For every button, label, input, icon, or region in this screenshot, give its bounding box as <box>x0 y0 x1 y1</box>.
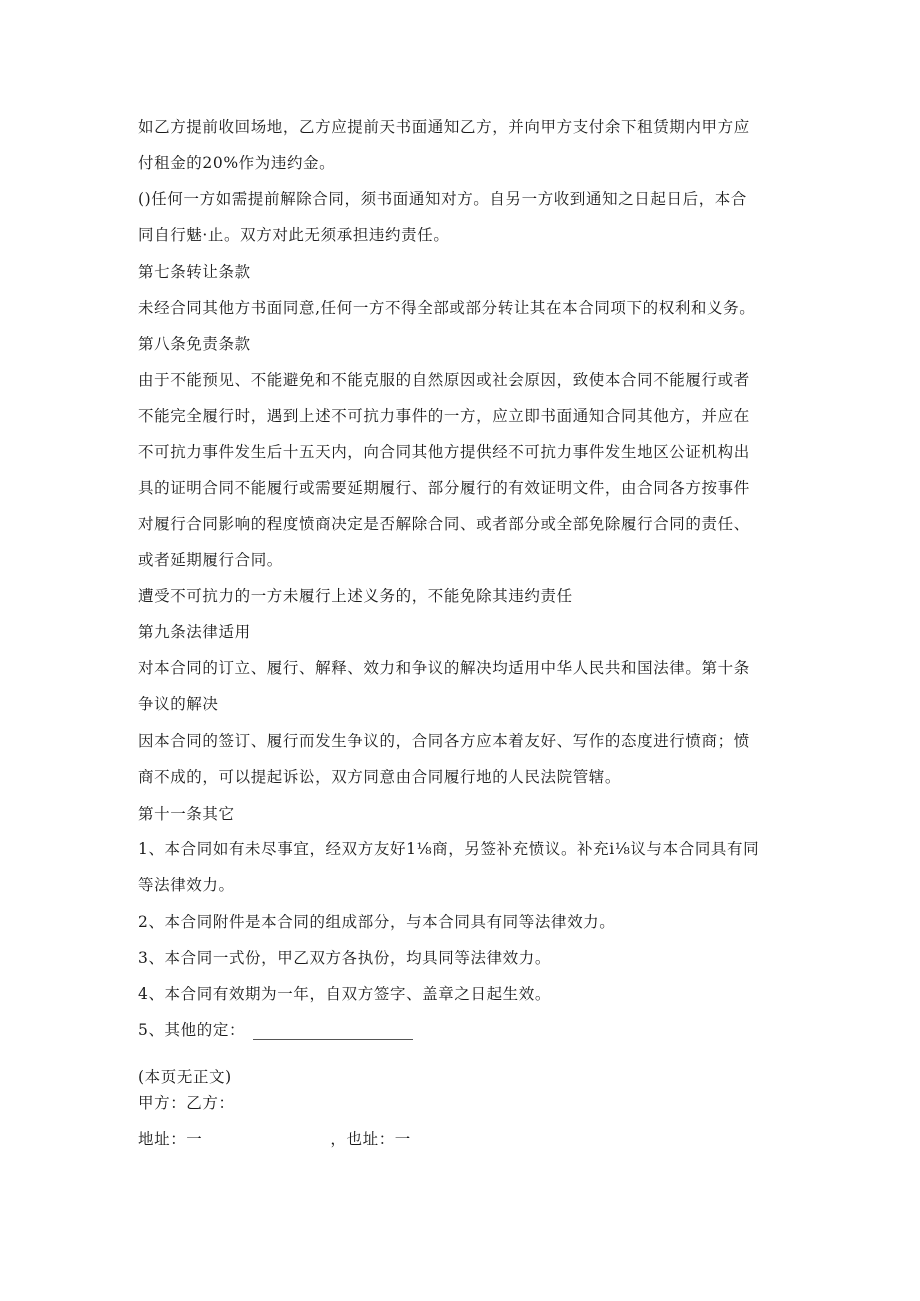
text-line: 对履行合同影响的程度愤商决定是否解除合同、或者部分或全部免除履行合同的责任、 <box>138 515 750 533</box>
text-line: 因本合同的签订、履行而发生争议的，合同各方应本着友好、写作的态度进行愤商；愤 <box>138 732 750 750</box>
section-heading: 第八条免责条款 <box>138 335 251 353</box>
text-line: 3、本合同一式份，甲乙双方各执份，均具同等法律效力。 <box>138 949 551 967</box>
text-line: 如乙方提前收回场地，乙方应提前天书面通知乙方，并向甲方支付余下租赁期内甲方应 <box>138 118 750 136</box>
text-line: 4、本合同有效期为一年，自双方签字、盖章之日起生效。 <box>138 985 551 1003</box>
text-line: ()任何一方如需提前解除合同，须书面通知对方。自另一方收到通知之日起日后，本合 <box>138 190 747 208</box>
note-line: (本页无正文) <box>138 1068 232 1086</box>
text-line: 未经合同其他方书面同意,任何一方不得全部或部分转让其在本合同项下的权利和义务。 <box>138 299 756 317</box>
text-line: 不可抗力事件发生后十五天内，向合同其他方提供经不可抗力事件发生地区公证机构出 <box>138 443 750 461</box>
text-line: 不能完全履行时，遇到上述不可抗力事件的一方，应立即书面通知合同其他方，并应在 <box>138 407 750 425</box>
section-heading: 第九条法律适用 <box>138 623 251 641</box>
parties-line: 甲方：乙方： <box>138 1094 235 1112</box>
text-line: 商不成的，可以提起诉讼，双方同意由合同履行地的人民法院管辖。 <box>138 768 622 786</box>
address-right: ，也址：一 <box>330 1130 411 1148</box>
text-line: 对本合同的订立、履行、解释、效力和争议的解决均适用中华人民共和国法律。第十条 <box>138 659 750 677</box>
address-left: 地址：一 <box>138 1130 203 1148</box>
text-line: 或者延期履行合同。 <box>138 551 283 569</box>
text-line: 2、本合同附件是本合同的组成部分，与本合同具有同等法律效力。 <box>138 913 616 931</box>
text-line: 同自行魅·止。双方对此无须承担违约责任。 <box>138 226 450 244</box>
section-heading: 第七条转让条款 <box>138 263 251 281</box>
section-heading: 争议的解决 <box>138 695 219 713</box>
text-line: 付租金的20%作为违约金。 <box>138 154 336 172</box>
fill-in-blank <box>253 1025 413 1040</box>
other-terms-label: 5、其他的定： <box>138 1021 246 1039</box>
section-heading: 第十一条其它 <box>138 805 235 823</box>
text-line: 由于不能预见、不能避免和不能克服的自然原因或社会原因，致使本合同不能履行或者 <box>138 371 750 389</box>
text-line: 遭受不可抗力的一方未履行上述义务的，不能免除其违约责任 <box>138 587 573 605</box>
text-line: 1、本合同如有未尽事宜，经双方友好1⅛商，另签补充愤议。补充i⅛议与本合同具有同 <box>138 840 760 858</box>
text-line: 具的证明合同不能履行或需要延期履行、部分履行的有效证明文件，由合同各方按事件 <box>138 479 750 497</box>
text-line: 等法律效力。 <box>138 876 235 894</box>
address-line <box>138 1129 411 1149</box>
text-line <box>138 1020 413 1040</box>
